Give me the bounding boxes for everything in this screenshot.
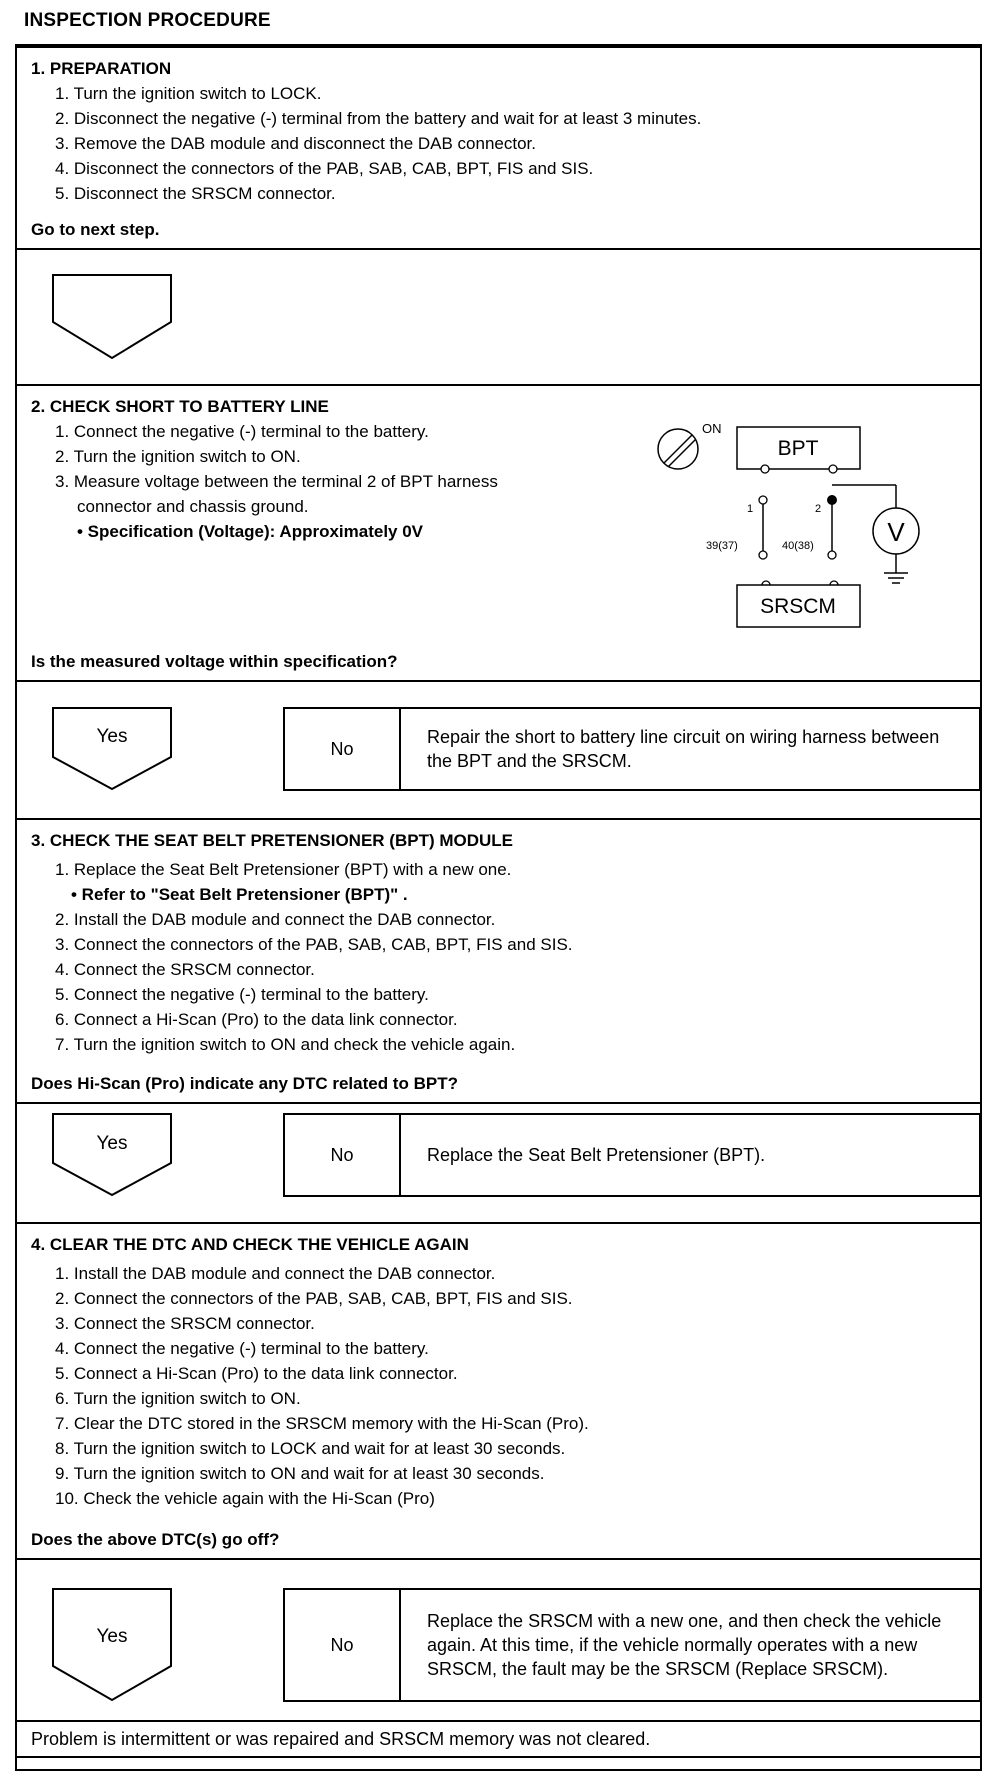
no-description: Repair the short to battery line circuit on wiring harness between the BPT and the SRSCM. [427,727,940,771]
no-label: No [285,1590,401,1700]
step-1-box [15,44,982,250]
ignition-switch-icon [658,429,698,469]
list-item: 3. Remove the DAB module and disconnect the DAB connector. [55,134,536,153]
pin-left-label: 39(37) [706,540,738,552]
list-item: 7. Turn the ignition switch to ON and check the vehicle again. [55,1035,516,1054]
ground-icon [884,573,908,583]
list-item: 1. Replace the Seat Belt Pretensioner (BPT) with a new one. [55,860,512,879]
list-item: 3. Connect the SRSCM connector. [55,1314,315,1333]
yes-arrow-step-2 [52,707,172,791]
no-label: No [285,1115,401,1195]
list-item: 10. Check the vehicle again with the Hi-Scan (Pro) [55,1489,435,1508]
pin-2-label: 2 [815,503,822,515]
step-3-list [31,857,966,1057]
list-item: 2. Disconnect the negative (-) terminal from the battery and wait for at least 3 minutes. [55,109,702,128]
pin-1-label: 1 [747,503,754,515]
list-item: 4. Connect the negative (-) terminal to the battery. [55,1339,429,1358]
list-item: 2. Install the DAB module and connect the DAB connector. [55,910,496,929]
list-item: 5. Connect a Hi-Scan (Pro) to the data link connector. [55,1364,458,1383]
list-item: 2. Connect the connectors of the PAB, SAB, CAB, BPT, FIS and SIS. [55,1289,573,1308]
list-item: 6. Turn the ignition switch to ON. [55,1389,301,1408]
step-1-footer: Go to next step. [31,220,160,239]
circuit-diagram [650,415,940,645]
yes-arrow-step-3 [52,1113,172,1197]
list-item: 5. Connect the negative (-) terminal to the battery. [55,985,429,1004]
no-result-step-2 [283,707,981,791]
yes-label: Yes [96,1133,128,1154]
step-3-box [15,818,982,1104]
list-item: 4. Connect the SRSCM connector. [55,960,315,979]
yes-label: Yes [96,1626,128,1647]
no-label: No [285,709,401,789]
list-item: 8. Turn the ignition switch to LOCK and wait for at least 30 seconds. [55,1439,566,1458]
yes-label: Yes [96,726,128,747]
switch-label: ON [702,421,722,436]
list-item: 3. Connect the connectors of the PAB, SAB, CAB, BPT, FIS and SIS. [55,935,573,954]
list-item: 1. Connect the negative (-) terminal to the battery. [55,422,429,441]
final-result: Problem is intermittent or was repaired and SRSCM memory was not cleared. [15,1720,982,1758]
list-item: 2. Turn the ignition switch to ON. [55,447,301,466]
step-4-box [15,1222,982,1560]
list-item: 6. Connect a Hi-Scan (Pro) to the data link connector. [55,1010,458,1029]
step-2-question: Is the measured voltage within specification? [31,652,398,671]
list-item: 3. Measure voltage between the terminal 2 of BPT harness [55,472,498,491]
yes-arrow-step-4 [52,1588,172,1702]
list-item: 1. Install the DAB module and connect the DAB connector. [55,1264,496,1283]
step-1-title: 1. PREPARATION [31,59,172,78]
step-3-reference: • Refer to "Seat Belt Pretensioner (BPT)" . [71,885,408,904]
list-item: 7. Clear the DTC stored in the SRSCM memory with the Hi-Scan (Pro). [55,1414,589,1433]
no-description: Replace the Seat Belt Pretensioner (BPT). [427,1145,766,1165]
bpt-label: BPT [777,437,819,460]
list-item: 9. Turn the ignition switch to ON and wait for at least 30 seconds. [55,1464,545,1483]
step-3-title: 3. CHECK THE SEAT BELT PRETENSIONER (BPT) MODULE [31,831,514,850]
list-item: 1. Turn the ignition switch to LOCK. [55,84,322,103]
list-item: 5. Disconnect the SRSCM connector. [55,184,336,203]
step-2-title: 2. CHECK SHORT TO BATTERY LINE [31,397,329,416]
no-result-step-4 [283,1588,981,1702]
list-item: 4. Disconnect the connectors of the PAB, SAB, CAB, BPT, FIS and SIS. [55,159,594,178]
step-4-title: 4. CLEAR THE DTC AND CHECK THE VEHICLE AGAIN [31,1235,469,1254]
step-4-question: Does the above DTC(s) go off? [31,1530,280,1549]
step-3-question: Does Hi-Scan (Pro) indicate any DTC related to BPT? [31,1074,458,1093]
voltmeter-label: V [887,517,905,547]
next-step-arrow [52,274,172,360]
srscm-label: SRSCM [760,595,836,618]
list-item: connector and chassis ground. [77,497,309,516]
no-description: Replace the SRSCM with a new one, and then check the vehicle again. At this time, if the vehicle normally operates with a new SRSCM, the fault may be the SRSCM (Replace SRSCM). [427,1611,942,1679]
pin-right-label: 40(38) [782,540,814,552]
page-heading: INSPECTION PROCEDURE [24,10,271,31]
step-2-spec: • Specification (Voltage): Approximately 0V [77,522,424,541]
step-4-list [31,1261,966,1511]
step-1-list [31,81,966,206]
no-result-step-3 [283,1113,981,1197]
